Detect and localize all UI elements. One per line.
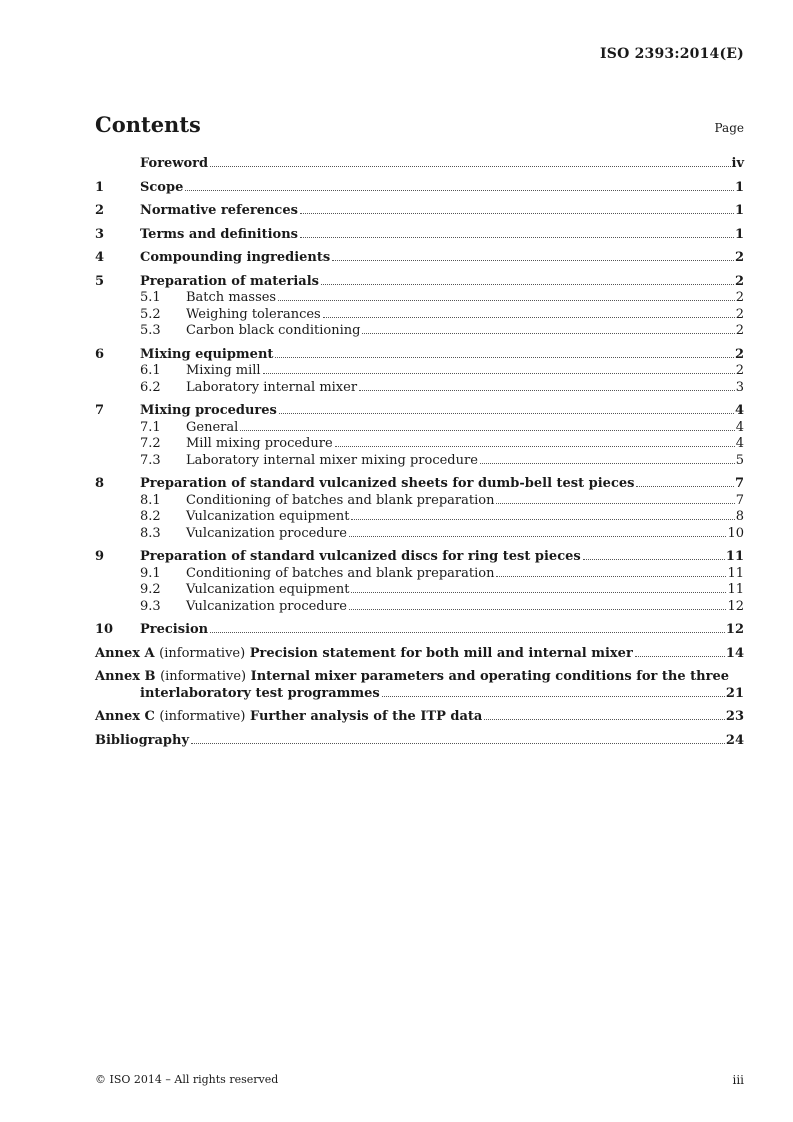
toc-entry-number: 8.1 xyxy=(140,492,161,508)
toc-entry-subsection[interactable] xyxy=(95,436,744,453)
toc-entry-page: 10 xyxy=(727,525,744,541)
dot-leader xyxy=(636,486,733,487)
toc-entry-page: 1 xyxy=(734,179,744,195)
toc-entry-label: Annex C (informative) Further analysis of the ITP data xyxy=(95,709,483,724)
page-footer xyxy=(95,1073,744,1087)
document-id-header: ISO 2393:2014(E) xyxy=(600,46,744,62)
toc-entry-number: 5.3 xyxy=(140,323,161,338)
toc-entry-label: General xyxy=(186,419,239,435)
toc-entry-label: Batch masses xyxy=(186,290,277,305)
toc-entry-page: 4 xyxy=(735,419,744,435)
dot-leader xyxy=(335,446,735,447)
dot-leader xyxy=(480,463,735,464)
toc-entry-label: Carbon black conditioning xyxy=(186,323,361,338)
toc-entry-subsection[interactable] xyxy=(95,453,744,470)
toc-entry-subsection[interactable] xyxy=(95,509,744,526)
dot-leader xyxy=(210,632,725,633)
toc-entry-number: 9.1 xyxy=(140,565,161,581)
toc-entry-number: 9.2 xyxy=(140,582,161,597)
dot-leader xyxy=(496,576,726,577)
toc-entry-number: 10 xyxy=(95,622,114,637)
toc-entry-number: 9 xyxy=(95,549,105,564)
toc-entry-number: 8 xyxy=(95,476,105,491)
toc-entry-page: 2 xyxy=(735,290,744,305)
dot-leader xyxy=(263,373,735,374)
toc-entry-label: Mixing equipment xyxy=(140,346,274,362)
toc-entry-label: Bibliography xyxy=(95,732,190,748)
toc-entry-label: Compounding ingredients xyxy=(140,250,331,265)
toc-entry-number: 1 xyxy=(95,179,105,195)
toc-entry-label: Laboratory internal mixer mixing procedure xyxy=(186,452,478,468)
toc-entry-number: 7 xyxy=(95,403,105,418)
dot-leader xyxy=(321,284,734,285)
toc-entry-page: 23 xyxy=(725,709,744,724)
dot-leader xyxy=(278,300,735,301)
toc-entry-label: Annex A (informative) Precision statement for both mill and internal mixer xyxy=(95,645,633,661)
toc-entry-label: Conditioning of batches and blank preparation xyxy=(186,565,495,581)
toc-entry-section[interactable] xyxy=(95,156,744,173)
dot-leader xyxy=(275,357,734,358)
toc-entry-page: 5 xyxy=(735,452,744,468)
dot-leader xyxy=(279,413,734,414)
dot-leader xyxy=(323,317,735,318)
toc-entry-number: 7.1 xyxy=(140,419,161,435)
toc-entry-page: 1 xyxy=(734,226,744,242)
toc-entry-label: Preparation of materials xyxy=(140,273,319,289)
toc-entry-page: 3 xyxy=(735,379,744,395)
dot-leader xyxy=(300,213,734,214)
toc-entry-number: 5 xyxy=(95,273,105,289)
toc-entry-page: 11 xyxy=(725,549,744,564)
dot-leader xyxy=(362,333,734,334)
toc-entry-page: 24 xyxy=(725,732,744,748)
toc-entry-subsection[interactable] xyxy=(95,307,744,324)
toc-entry-page: 12 xyxy=(725,622,744,637)
toc-entry-page: 2 xyxy=(734,273,744,289)
toc-entry-subsection[interactable] xyxy=(95,526,744,543)
toc-entry-label: Foreword xyxy=(140,156,209,171)
toc-entry-subsection[interactable] xyxy=(95,566,744,583)
toc-entry-number: 6 xyxy=(95,346,105,362)
toc-entry-subsection[interactable] xyxy=(95,599,744,616)
toc-entry-page: 12 xyxy=(727,598,744,614)
contents-title-row xyxy=(95,112,744,137)
toc-entry-subsection[interactable] xyxy=(95,420,744,437)
dot-leader xyxy=(300,237,734,238)
toc-entry-page: 2 xyxy=(735,306,744,322)
toc-entry-annex-b[interactable] xyxy=(95,669,744,702)
toc-entry-page: 4 xyxy=(735,436,744,451)
dot-leader xyxy=(349,536,727,537)
toc-entry-page: 4 xyxy=(734,403,744,418)
toc-entry-section[interactable] xyxy=(95,250,744,267)
toc-entry-annex-a[interactable] xyxy=(95,646,744,663)
toc-entry-label: Normative references xyxy=(140,203,298,218)
page-column-label: Page xyxy=(714,121,744,135)
toc-entry-number: 3 xyxy=(95,226,105,242)
toc-entry-page: 2 xyxy=(735,323,744,338)
toc-entry-section[interactable] xyxy=(95,622,744,639)
toc-entry-number: 4 xyxy=(95,250,105,265)
toc-entry-subsection[interactable] xyxy=(95,363,744,380)
toc-entry-page: 7 xyxy=(735,492,744,508)
toc-entry-label: Vulcanization procedure xyxy=(186,598,347,614)
toc-entry-label: Vulcanization equipment xyxy=(186,509,350,524)
toc-entry-label: Terms and definitions xyxy=(140,226,298,242)
toc-entry-label: Preparation of standard vulcanized sheets for dumb-bell test pieces xyxy=(140,476,635,491)
toc-entry-subsection[interactable] xyxy=(95,582,744,599)
toc-entry-page: 1 xyxy=(734,203,744,218)
toc-entry-number: 5.1 xyxy=(140,290,161,305)
toc-entry-subsection[interactable] xyxy=(95,380,744,397)
toc-entry-page: 7 xyxy=(734,476,744,491)
table-of-contents xyxy=(95,156,744,749)
toc-entry-page: iv xyxy=(731,156,744,171)
toc-entry-page: 8 xyxy=(735,509,744,524)
toc-entry-label: Conditioning of batches and blank preparation xyxy=(186,492,495,508)
toc-entry-page: 21 xyxy=(725,685,744,701)
toc-entry-bibliography[interactable] xyxy=(95,733,744,750)
toc-entry-section[interactable] xyxy=(95,549,744,566)
dot-leader xyxy=(351,519,734,520)
toc-entry-number: 8.2 xyxy=(140,509,161,524)
toc-entry-label: Scope xyxy=(140,179,184,195)
page-number: iii xyxy=(732,1073,744,1087)
toc-entry-number: 7.2 xyxy=(140,436,161,451)
toc-entry-number: 6.2 xyxy=(140,379,161,395)
toc-entry-subsection[interactable] xyxy=(95,493,744,510)
dot-leader xyxy=(496,503,734,504)
toc-entry-number: 6.1 xyxy=(140,363,161,378)
toc-entry-number: 2 xyxy=(95,203,105,218)
toc-entry-label: Preparation of standard vulcanized discs for ring test pieces xyxy=(140,549,581,564)
page-title: Contents xyxy=(95,112,201,137)
toc-entry-annex-c[interactable] xyxy=(95,709,744,726)
toc-entry-label: Mill mixing procedure xyxy=(186,436,333,451)
copyright-notice: © ISO 2014 – All rights reserved xyxy=(95,1073,279,1086)
toc-entry-page: 2 xyxy=(735,363,744,378)
toc-entry-label: Vulcanization equipment xyxy=(186,582,350,597)
toc-entry-section[interactable] xyxy=(95,203,744,220)
toc-entry-label-line2: interlaboratory test programmes xyxy=(140,685,380,701)
dot-leader xyxy=(191,743,725,744)
dot-leader xyxy=(185,190,734,191)
dot-leader xyxy=(635,656,725,657)
toc-entry-page: 2 xyxy=(734,250,744,265)
toc-entry-page: 14 xyxy=(725,645,744,661)
toc-entry-section[interactable] xyxy=(95,476,744,493)
toc-entry-label: Weighing tolerances xyxy=(186,306,321,322)
toc-entry-number: 8.3 xyxy=(140,525,161,541)
dot-leader xyxy=(210,166,730,167)
dot-leader xyxy=(359,390,735,391)
toc-sections xyxy=(95,156,744,639)
toc-entry-subsection[interactable] xyxy=(95,290,744,307)
toc-entry-label: Mixing mill xyxy=(186,363,261,378)
toc-entry-number: 5.2 xyxy=(140,306,161,322)
toc-entry-label: Laboratory internal mixer xyxy=(186,379,358,395)
toc-entry-page: 11 xyxy=(727,565,744,581)
toc-entry-section[interactable] xyxy=(95,347,744,364)
toc-entry-label: Mixing procedures xyxy=(140,403,277,418)
dot-leader xyxy=(484,719,725,720)
toc-entry-continuation xyxy=(95,686,744,703)
toc-entry-section[interactable] xyxy=(95,403,744,420)
toc-entry-section[interactable] xyxy=(95,227,744,244)
toc-entry-section[interactable] xyxy=(95,180,744,197)
toc-entry-section[interactable] xyxy=(95,274,744,291)
dot-leader xyxy=(583,559,725,560)
dot-leader xyxy=(332,260,734,261)
toc-entry-label: Precision xyxy=(140,622,209,637)
toc-entry-number: 7.3 xyxy=(140,452,161,468)
toc-entry-subsection[interactable] xyxy=(95,323,744,340)
dot-leader xyxy=(351,592,726,593)
toc-entry-page: 2 xyxy=(734,346,744,362)
toc-entry-label: Annex B (informative) Internal mixer parameters and operating conditions for the three xyxy=(95,669,730,684)
dot-leader xyxy=(240,430,734,431)
toc-entry-page: 11 xyxy=(727,582,744,597)
toc-entry-label: Vulcanization procedure xyxy=(186,525,347,541)
toc-entry-number: 9.3 xyxy=(140,598,161,614)
dot-leader xyxy=(349,609,727,610)
dot-leader xyxy=(382,696,725,697)
